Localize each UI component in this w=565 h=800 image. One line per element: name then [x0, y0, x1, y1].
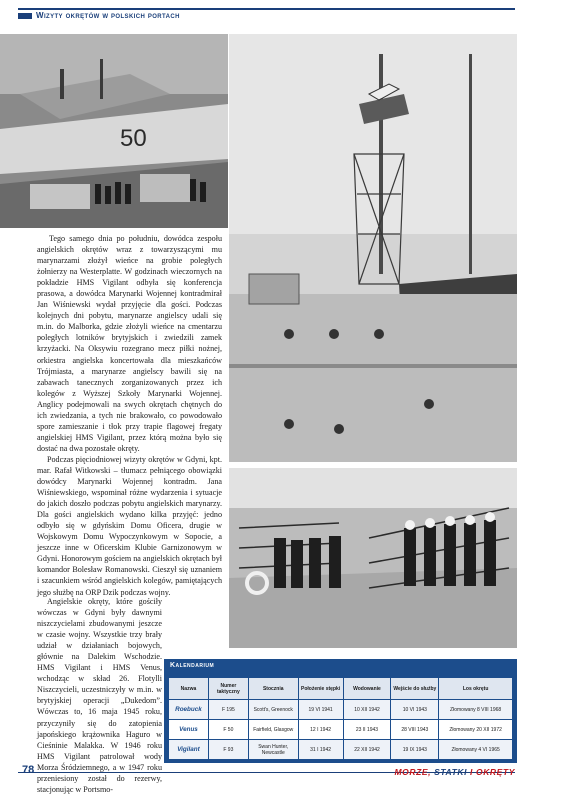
table-cell: 10 VI 1943 — [391, 700, 439, 720]
table-cell: Złomowany 20 XII 1972 — [439, 720, 513, 740]
table-cell: 10 XII 1942 — [343, 700, 391, 720]
table-cell: F 93 — [208, 740, 248, 760]
table-cell: Złomowany 4 VI 1965 — [439, 740, 513, 760]
table-row — [169, 720, 513, 740]
svg-text:50: 50 — [120, 125, 147, 152]
table-cell: Fairfield, Glasgow — [248, 720, 298, 740]
sailors-deck-image — [229, 468, 517, 648]
table-cell: 31 I 1942 — [298, 740, 343, 760]
table-cell: 12 I 1942 — [298, 720, 343, 740]
brand-word-3: I OKRĘTY — [467, 767, 515, 777]
table-cell: 19 VI 1941 — [298, 700, 343, 720]
paragraph-1: Tego samego dnia po południu, dowódca zespołu angielskich okrętów wraz z towarzyszącymi mu marynarzami złożył wieńce na grobie poległych żołnierzy na Westerplatte. W godzinach wieczornych na pokładzie HMS Vigilant odbyła się konferencja prasowa, a dowódca Marynarki Wojennej kontradmirał Jan Wiśniewski wydał przyjęcie dla gości. Podczas kolejnych dni pobytu, marynarze angielscy udali się m.in. do Malborka, gdzie złożyli wieńce na cmentarzu poległych lotników brytyjskich i zwiedzili zamek krzyżacki. Na Oksywiu rozegrano mecz piłki nożnej, orkiestra angielska koncertowała dla mieszkańców Trójmiasta, a marynarze angielscy bawili się na zabawach tanecznych zorganizowanych przez ich kolegów z Wyższej Szkoły Marynarki Wojennej. Anglicy podejmowali na swych okrętach chętnych do ich zwiedzania, a tych nie brakowało, co powodowało spore zamieszanie i tłok przy trapie flagowej fregaty angielskiej HMS Vigilant, przez którą można było się dostać na dwa pozostałe okręty. — [37, 234, 222, 453]
table-cell: 22 XII 1942 — [343, 740, 391, 760]
table-cell: Swan Hunter, Newcastle — [248, 740, 298, 760]
calendar-table — [168, 677, 513, 760]
table-cell: Scott's, Greenock — [248, 700, 298, 720]
column-header: Wejście do służby — [391, 678, 439, 700]
ship-deck-image — [0, 34, 228, 228]
ship-name: Venus — [169, 720, 209, 740]
table-cell: 23 II 1943 — [343, 720, 391, 740]
calendar-box — [164, 659, 517, 763]
table-cell: 28 VIII 1943 — [391, 720, 439, 740]
ship-mast-image — [229, 34, 517, 462]
brand-word-1: MORZE, — [394, 767, 435, 777]
running-header: Wizyty okrętów w polskich portach — [36, 11, 180, 20]
ship-name: Vigilant — [169, 740, 209, 760]
column-header: Numer taktyczny — [208, 678, 248, 700]
column-header: Nazwa — [169, 678, 209, 700]
table-header-row — [169, 678, 513, 700]
right-large-photo — [229, 34, 517, 462]
article-text-main — [37, 233, 222, 598]
table-cell: F 195 — [208, 700, 248, 720]
right-lower-photo — [229, 468, 517, 648]
table-row — [169, 740, 513, 760]
table-cell: Złomowany 8 VIII 1968 — [439, 700, 513, 720]
column-header: Położenie stępki — [298, 678, 343, 700]
top-left-photo — [0, 34, 228, 228]
table-cell: 19 IX 1943 — [391, 740, 439, 760]
column-header: Stocznia — [248, 678, 298, 700]
calendar-title: Kalendarium — [170, 662, 215, 669]
paragraph-3: Angielskie okręty, które gościły wówczas w Gdyni były dawnymi niszczycielami zbudowanymi jeszcze w czasie wojny. Wszystkie trzy brały udział w działaniach bojowych, głównie na Dalekim Wschodzie. HMS Vigilant i HMS Venus, wchodząc w skład 26. Flotylli Niszczycieli, uczestniczyły w m.in. w brytyjskiej operacji „Dukedom”. Wówczas to, 16 maja 1945 roku, przyczyniły się do zatopienia japońskiego krążownika Haguro w Cieśninie Malakka. W 1946 roku HMS Vigilant patrolował wody Morza Śródziemnego, a w 1947 roku przeniesiony został do rezerwy, stacjonując w Portsmo- — [37, 597, 162, 794]
table-row — [169, 700, 513, 720]
page-number: 78 — [22, 764, 35, 776]
column-header: Los okrętu — [439, 678, 513, 700]
ship-name: Roebuck — [169, 700, 209, 720]
brand-word-2: STATKI — [434, 767, 468, 777]
table-cell: F 50 — [208, 720, 248, 740]
article-text-continued — [37, 596, 162, 795]
magazine-brand — [394, 767, 515, 777]
column-header: Wodowanie — [343, 678, 391, 700]
paragraph-2: Podczas pięciodniowej wizyty okrętów w Gdyni, kpt. mar. Rafał Witkowski – tłumacz pełniącego obowiązki dowódcy Marynarki Wojennej kontradm. Jana Wiśniewskiego, wspominał różne wydarzenia i sytuacje do jakich doszło podczas pobytu angielskich marynarzy. Dla gości angielskich wydano kilka przyjęć: jedno odbyło się w gdyńskim Domu Oficera, drugie w Wojskowym Domu Wypoczynkowym w Sopocie, a jeszcze inne w Oficerskim Klubie Garnizonowym w Gdyni. Honorowym gościem na angielskich okrętach był komandor Bolesław Romanowski. Cieszył się uznaniem i szacunkiem wśród angielskich kolegów, pamiętających jego służbę na ORP Dzik podczas wojny. — [37, 454, 222, 597]
